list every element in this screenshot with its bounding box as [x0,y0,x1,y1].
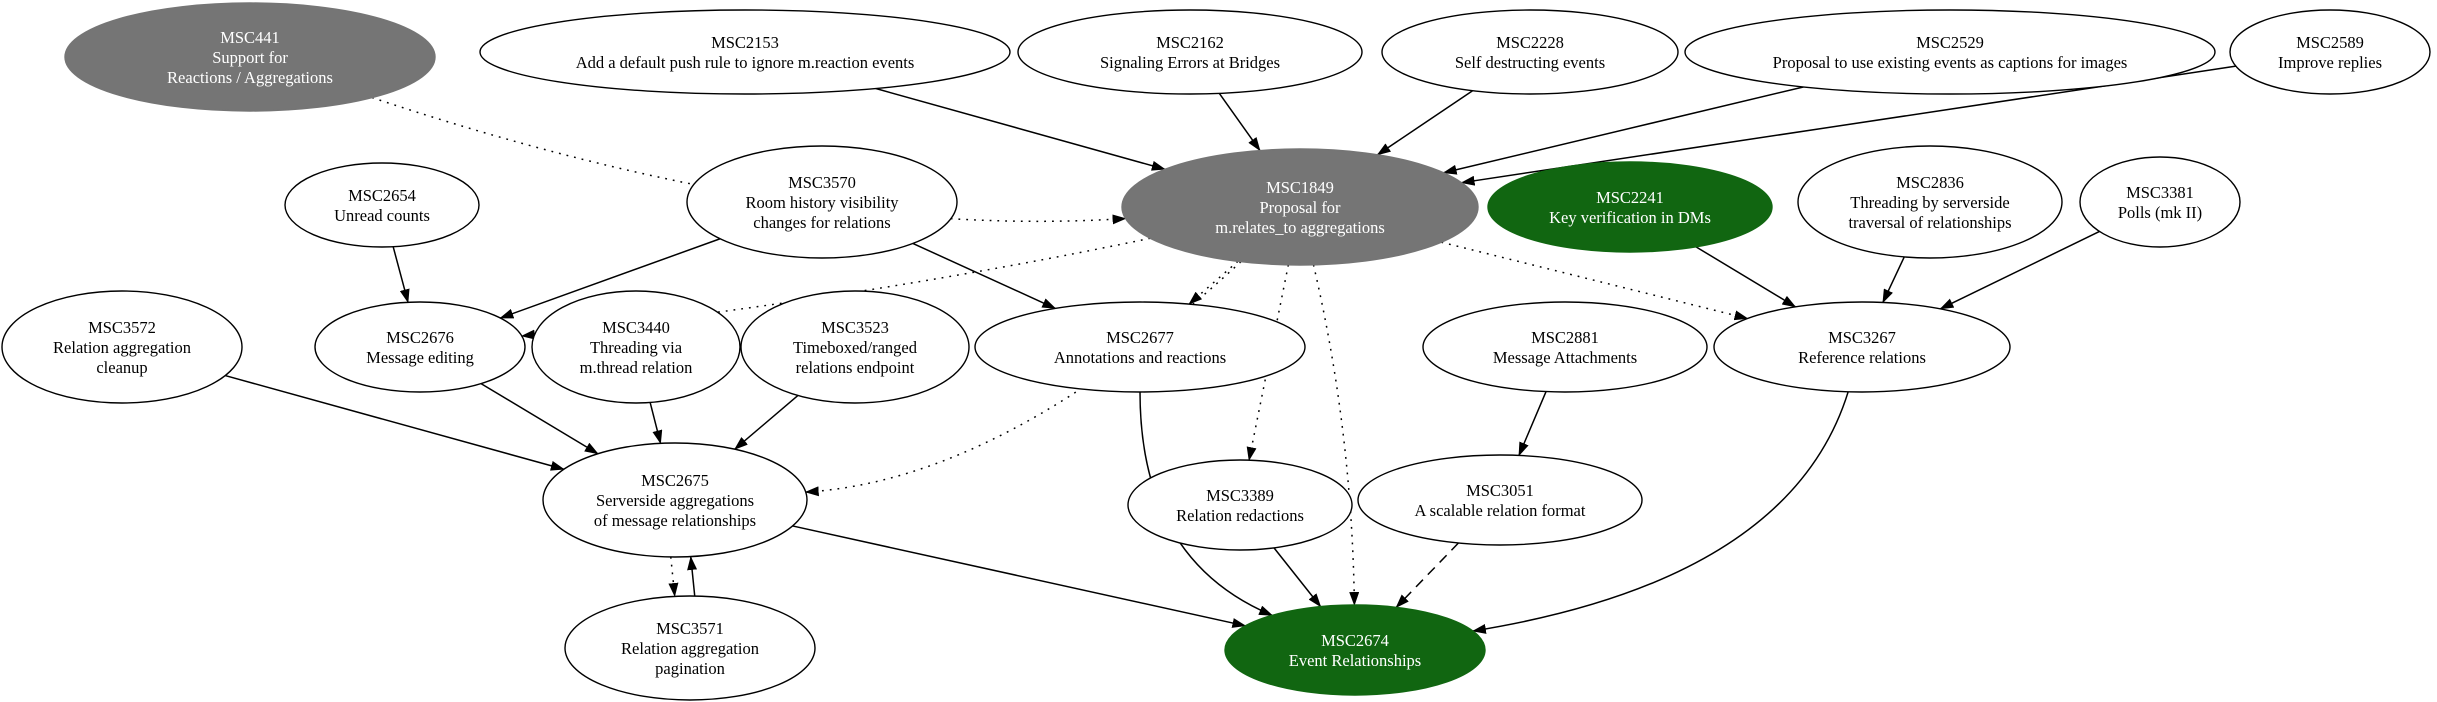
edge-MSC2228-MSC1849 [1377,91,1472,155]
node-MSC2836[interactable] [1798,146,2062,258]
edge-MSC2162-MSC1849 [1219,93,1260,150]
node-MSC2529[interactable] [1685,10,2215,94]
node-MSC3381[interactable] [2080,157,2240,247]
node-ellipse-MSC3381 [2080,157,2240,247]
edge-MSC2654-MSC2676 [393,247,408,303]
node-ellipse-MSC3267 [1714,302,2010,392]
node-MSC2162[interactable] [1018,10,1362,94]
node-MSC2589[interactable] [2230,10,2430,94]
node-ellipse-MSC2674 [1225,605,1485,695]
node-layer [2,3,2430,700]
node-label-MSC3571: MSC3571 Relation aggregation pagination [621,619,759,678]
node-label-MSC2162: MSC2162 Signaling Errors at Bridges [1099,33,1281,72]
node-label-MSC3570: MSC3570 Room history visibility changes for relations [745,173,899,232]
node-MSC1849[interactable] [1122,149,1478,265]
node-label-MSC2674: MSC2674 Event Relationships [1288,631,1422,670]
edge-MSC3570-MSC2677 [913,243,1055,308]
node-label-MSC2881: MSC2881 Message Attachments [1492,328,1638,367]
node-MSC2153[interactable] [480,10,1010,94]
edge-MSC3523-MSC2675 [735,395,798,449]
node-label-MSC3381: MSC3381 Polls (mk II) [2117,183,2203,222]
edge-MSC1849-MSC2674 [1313,265,1354,605]
node-label-MSC2228: MSC2228 Self destructing events [1454,33,1606,72]
node-label-MSC2529: MSC2529 Proposal to use existing events as captions for images [1772,33,2128,72]
edge-MSC3571-MSC2675 [691,557,695,596]
node-label-MSC2677: MSC2677 Annotations and reactions [1053,328,1227,367]
node-label-MSC3267: MSC3267 Reference relations [1798,328,1926,367]
edge-MSC2881-MSC3051 [1519,392,1546,456]
edge-MSC3440-MSC2675 [650,402,660,443]
node-label-MSC2675: MSC2675 Serverside aggregations of message relationships [593,471,757,530]
node-MSC3570[interactable] [687,146,957,258]
node-MSC2677[interactable] [975,302,1305,392]
node-MSC3571[interactable] [565,596,815,700]
node-label-MSC2676: MSC2676 Message editing [366,328,474,367]
node-ellipse-MSC3389 [1128,460,1352,550]
edge-MSC2675-MSC3571 [671,557,675,596]
node-label-MSC2836: MSC2836 Threading by serverside traversal of relationships [1848,173,2012,232]
node-label-MSC3572: MSC3572 Relation aggregation cleanup [53,318,191,377]
node-MSC2228[interactable] [1382,10,1678,94]
node-ellipse-MSC3051 [1358,455,1642,545]
node-ellipse-MSC2677 [975,302,1305,392]
node-label-MSC3389: MSC3389 Relation redactions [1176,486,1304,525]
node-MSC3051[interactable] [1358,455,1642,545]
node-label-MSC441: MSC441 Support for Reactions / Aggregations [167,28,333,87]
node-ellipse-MSC2153 [480,10,1010,94]
node-ellipse-MSC2228 [1382,10,1678,94]
node-label-MSC2241: MSC2241 Key verification in DMs [1549,188,1711,227]
node-ellipse-MSC2654 [285,163,479,247]
node-MSC3572[interactable] [2,291,242,403]
node-ellipse-MSC2162 [1018,10,1362,94]
node-MSC2676[interactable] [315,302,525,392]
edge-MSC2241-MSC3267 [1696,247,1795,307]
node-label-MSC3440: MSC3440 Threading via m.thread relation [579,318,693,377]
node-label-MSC2589: MSC2589 Improve replies [2277,33,2383,72]
node-MSC441[interactable] [65,3,435,111]
edge-MSC2529-MSC1849 [1444,87,1804,173]
edge-MSC3051-MSC2674 [1396,543,1458,607]
node-ellipse-MSC2676 [315,302,525,392]
node-label-MSC3051: MSC3051 A scalable relation format [1414,481,1586,520]
node-MSC2675[interactable] [543,443,807,557]
node-label-MSC2654: MSC2654 Unread counts [334,186,430,225]
edge-MSC3389-MSC2674 [1274,548,1321,607]
node-label-MSC3523: MSC3523 Timeboxed/ranged relations endpoint [792,318,918,377]
node-MSC3523[interactable] [741,291,969,403]
node-MSC3440[interactable] [532,291,740,403]
node-label-MSC1849: MSC1849 Proposal for m.relates_to aggregations [1215,178,1385,237]
node-MSC2881[interactable] [1423,302,1707,392]
node-MSC2241[interactable] [1488,162,1772,252]
node-MSC3389[interactable] [1128,460,1352,550]
node-MSC3267[interactable] [1714,302,2010,392]
node-ellipse-MSC2241 [1488,162,1772,252]
edge-MSC2153-MSC1849 [876,89,1165,170]
node-MSC2654[interactable] [285,163,479,247]
node-label-MSC2153: MSC2153 Add a default push rule to ignore m.reaction events [575,33,915,72]
edge-MSC1849-MSC2677 [1189,261,1238,304]
node-ellipse-MSC2881 [1423,302,1707,392]
node-ellipse-MSC2529 [1685,10,2215,94]
node-MSC2674[interactable] [1225,605,1485,695]
node-ellipse-MSC2589 [2230,10,2430,94]
edge-MSC2836-MSC3267 [1883,257,1904,303]
